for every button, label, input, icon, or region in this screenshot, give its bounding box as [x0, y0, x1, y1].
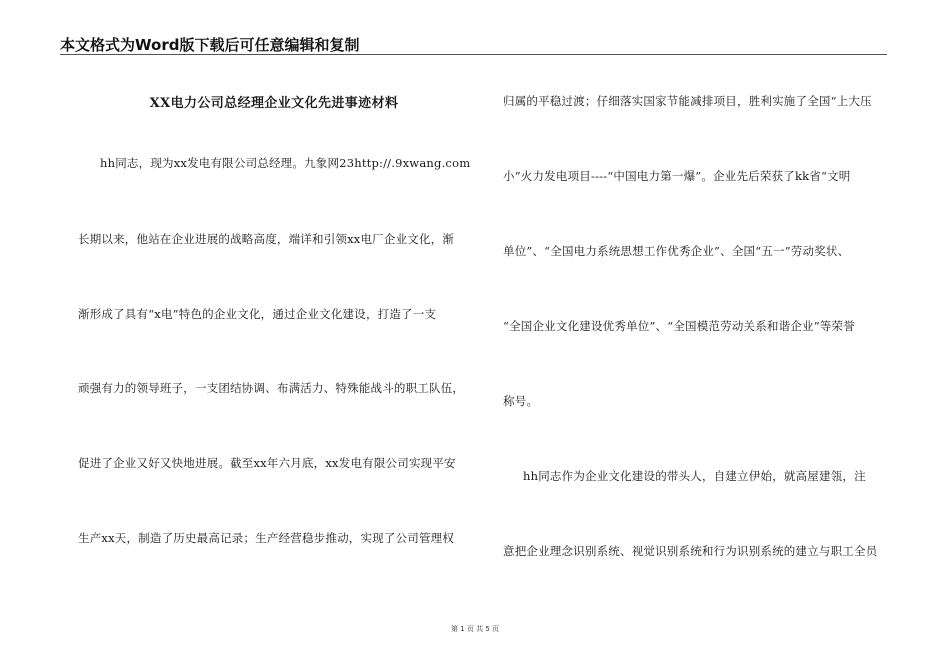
paragraph-line: 渐形成了具有“x电”特色的企业文化，通过企业文化建设，打造了一支 — [78, 307, 437, 321]
paragraph-line: 长期以来，他站在企业进展的战略高度，端详和引领xx电厂企业文化，渐 — [78, 232, 455, 246]
paragraph-line: 生产xx天，制造了历史最高记录；生产经营稳步推动，实现了公司管理权 — [78, 531, 455, 545]
paragraph-line: “全国企业文化建设优秀单位”、“全国模范劳动关系和谐企业”等荣誉 — [503, 319, 855, 333]
paragraph-line: 促进了企业又好又快地进展。截至xx年六月底，xx发电有限公司实现平安 — [78, 456, 456, 470]
page-number: 第 1 页 共 5 页 — [450, 625, 500, 633]
paragraph-line: hh同志作为企业文化建设的带头人，自建立伊始，就高屋建瓴，注 — [523, 469, 866, 483]
paragraph-line: 小”火力发电项目----“中国电力第一爆”。企业先后荣获了kk省“文明 — [503, 169, 851, 183]
paragraph-line: 归属的平稳过渡；仔细落实国家节能减排项目，胜利实施了全国“上大压 — [503, 94, 872, 108]
document-banner: 本文格式为Word版下载后可任意编辑和复制 — [60, 36, 360, 54]
document-title: XX电力公司总经理企业文化先进事迹材料 — [149, 96, 399, 111]
paragraph-line: hh同志，现为xx发电有限公司总经理。九象网23http://.9xwang.com — [100, 156, 471, 170]
paragraph-line: 称号。 — [503, 394, 539, 408]
paragraph-line: 意把企业理念识别系统、视觉识别系统和行为识别系统的建立与职工全员 — [503, 544, 878, 558]
paragraph-line: 顽强有力的领导班子，一支团结协调、布满活力、特殊能战斗的职工队伍， — [78, 381, 465, 395]
banner-divider — [60, 54, 887, 55]
paragraph-line: 单位”、“全国电力系统思想工作优秀企业”、全国“五一”劳动奖状、 — [503, 244, 850, 258]
